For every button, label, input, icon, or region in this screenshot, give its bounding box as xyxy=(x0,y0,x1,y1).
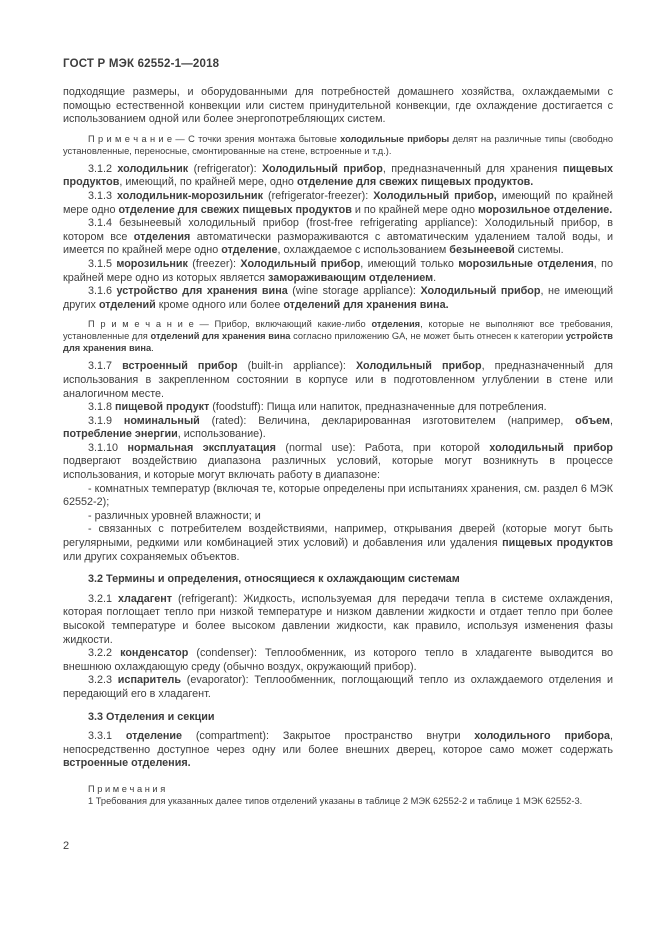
paragraph-3-1-8: 3.1.8 пищевой продукт (foodstuff): Пища или напиток, предназначенные для потребления. xyxy=(88,401,547,414)
paragraph-3-1-5: 3.1.5 морозильник (freezer): Холодильный прибор, имеющий только морозильные отделения, по крайней мере одно из которых является замораживающим отделением. xyxy=(63,257,613,284)
paragraph-3-2-2: 3.2.2 конденсатор (condenser): Теплообменник, из которого тепло в хладагенте выводится во внешнюю охлаждающую среду (обычно воздух, окружающий прибор). xyxy=(63,647,614,673)
paragraph-3-2-3: 3.2.3 испаритель (evaporator): Теплообменник, поглощающий тепло из охлаждаемого отделения и передающий его в хладагент. xyxy=(63,674,614,700)
note-item-1: 1 Требования для указанных далее типов отделений указаны в таблице 2 МЭК 62552-2 и таблице 1 МЭК 62552-3. xyxy=(88,795,583,806)
paragraph-3-1-4: 3.1.4 безынеевый холодильный прибор (frost-free refrigerating appliance): Холодильный прибор, в котором все отделения автоматически размораживаются с автоматическим удалением талой воды, и имеется по крайней мере одно отделение, охлаждаемое с использованием безынеевой системы. xyxy=(63,217,613,257)
heading-3-2: 3.2 Термины и определения, относящиеся к охлаждающим системам xyxy=(88,573,460,586)
paragraph-3-1-2: 3.1.2 холодильник (refrigerator): Холодильный прибор, предназначенный для хранения пищевых продуктов, имеющий, по крайней мере, одно отделение для свежих пищевых продуктов. xyxy=(63,162,613,189)
paragraph-3-3-1: 3.3.1 отделение (compartment): Закрытое пространство внутри холодильного прибора, непосредственно доступное через одну или более внешних дверец, которое само может содержать встроенные отделения. xyxy=(63,730,613,770)
paragraph-3-2-1: 3.2.1 хладагент (refrigerant): Жидкость, используемая для передачи тепла в системе охлаждения, которая поглощает тепло при низкой температуре и низком давлении жидкости и отдает тепло при более высокой температуре и более высоком давлении жидкости, как правило, используя изменения фазы жидкости. xyxy=(63,592,613,646)
list-item-consumer-actions: - связанных с потребителем воздействиями, например, открывания дверей (которые могут быть регулярными, редкими или комбинацией этих условий) и добавления или удаления пищевых продуктов или других сохраняемых объектов. xyxy=(63,523,613,563)
paragraph-3-1-10: 3.1.10 нормальная эксплуатация (normal use): Работа, при которой холодильный прибор подвергают воздействию диапазона различных условий, которые могут возникнуть в процессе использования, и которые могут включать работу в диапазоне: xyxy=(63,441,614,482)
page-number: 2 xyxy=(63,840,70,852)
paragraph-3-1-3: 3.1.3 холодильник-морозильник (refrigerator-freezer): Холодильный прибор, имеющий по крайней мере одно отделение для свежих пищевых продуктов и по крайней мере одно морозильное отделение. xyxy=(63,189,613,216)
paragraph-3-1-7: 3.1.7 встроенный прибор (built-in appliance): Холодильный прибор, предназначенный для использования в закрепленном состоянии в корпусе или в подготовленном углублении в стене или аналогичном месте. xyxy=(63,360,613,400)
note-wine-storage: П р и м е ч а н и е — Прибор, включающий какие-либо отделения, которые не выполняют все требования, установленные для отделений для хранения вина согласно приложению GA, не может быть отнесен к категории устройств для хранения вина. xyxy=(63,319,613,354)
list-item-room-temperatures: - комнатных температур (включая те, которые определены при испытаниях хранения, см. раздел 6 МЭК 62552-2); xyxy=(63,482,613,509)
paragraph-3-1-6: 3.1.6 устройство для хранения вина (wine storage appliance): Холодильный прибор, не имеющий других отделений кроме одного или более отделений для хранения вина. xyxy=(63,285,614,311)
document-header: ГОСТ Р МЭК 62552-1—2018 xyxy=(63,58,220,70)
paragraph-intro-continuation: подходящие размеры, и оборудованными для потребностей домашнего хозяйства, охлаждаемыми с помощью естественной конвекции или систем принудительной конвекции, где охлаждение достигается с использованием одной или более энергопотребляющих систем. xyxy=(63,86,613,126)
paragraph-3-1-9: 3.1.9 номинальный (rated): Величина, декларированная изготовителем (например, объем, потребление энергии, использование). xyxy=(63,414,613,441)
note-montage-types: П р и м е ч а н и е — С точки зрения монтажа бытовые холодильные приборы делят на различные типы (свободно установленные, переносные, смонтированные на стене, встроенные и т.д.). xyxy=(63,133,613,156)
heading-3-3: 3.3 Отделения и секции xyxy=(88,710,215,723)
notes-title: П р и м е ч а н и я xyxy=(88,783,166,794)
document-body xyxy=(63,86,613,807)
list-item-humidity-levels: - различных уровней влажности; и xyxy=(88,509,261,522)
